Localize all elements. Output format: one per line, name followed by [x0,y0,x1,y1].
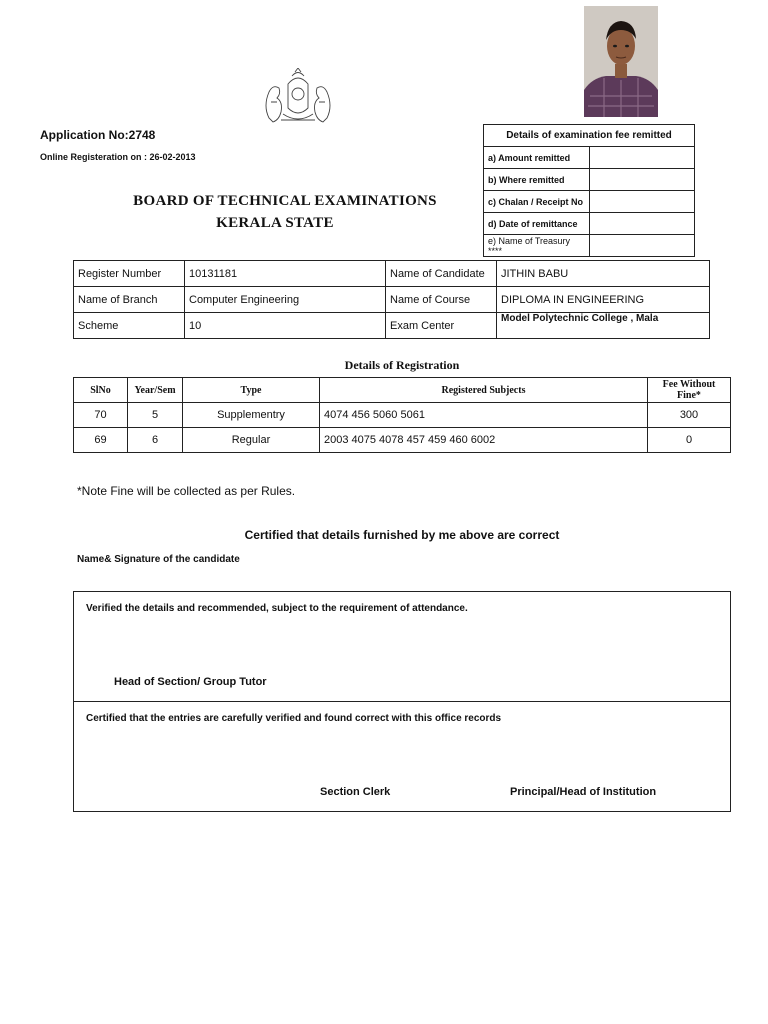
scheme-value: 10 [185,313,386,339]
emblem-icon [259,68,337,126]
fee-row-label: c) Chalan / Receipt No [484,191,590,213]
table-header-row [74,378,731,403]
row-fee: 300 [648,403,731,428]
branch-value: Computer Engineering [185,287,386,313]
row-subjects: 2003 4075 4078 457 459 460 6002 [320,428,648,453]
fee-row-label: e) Name of Treasury **** [484,235,590,257]
row-year-sem: 5 [128,403,183,428]
state-emblem [259,68,337,126]
row-slno: 69 [74,428,128,453]
fee-details-table [483,124,695,257]
principal-label: Principal/Head of Institution [510,786,657,798]
scheme-label: Scheme [74,313,185,339]
fee-row-value [590,235,695,257]
register-number-label: Register Number [74,261,185,287]
row-type: Regular [183,428,320,453]
recommendation-text: Verified the details and recommended, subject to the requirement of attendance. [86,603,468,614]
office-verification-text: Certified that the entries are carefully verified and found correct with this office records [86,713,502,724]
fee-row [484,147,695,169]
candidate-signature-label: Name& Signature of the candidate [77,554,240,565]
fee-row-value [590,213,695,235]
table-row [74,428,731,453]
exam-center-value: Model Polytechnic College , Mala [497,313,710,339]
row-type: Supplementry [183,403,320,428]
column-header-fee: Fee Without Fine* [648,378,731,403]
row-slno: 70 [74,403,128,428]
section-divider [74,701,730,702]
fee-details-title: Details of examination fee remitted [484,125,695,147]
column-header-type: Type [183,378,320,403]
certification-statement: Certified that details furnished by me above are correct [244,528,560,542]
registration-table [73,377,731,453]
candidate-photo [584,6,658,117]
online-registration-date: Online Registeration on : 26-02-2013 [40,152,196,162]
row-year-sem: 6 [128,428,183,453]
fee-row-value [590,191,695,213]
fee-row [484,235,695,257]
candidate-info-table [73,260,710,339]
portrait-icon [584,6,658,117]
candidate-name-value: JITHIN BABU [497,261,710,287]
course-value: DIPLOMA IN ENGINEERING [497,287,710,313]
table-row [74,403,731,428]
register-number-value: 10131181 [185,261,386,287]
fee-row-value [590,147,695,169]
course-label: Name of Course [386,287,497,313]
fee-row-label: d) Date of remittance [484,213,590,235]
registration-title: Details of Registration [344,358,460,372]
fee-row [484,191,695,213]
application-number: Application No:2748 [40,128,156,142]
head-of-section-label: Head of Section/ Group Tutor [114,676,267,688]
state-title: KERALA STATE [216,215,334,231]
column-header-subjects: Registered Subjects [320,378,648,403]
fee-row-label: a) Amount remitted [484,147,590,169]
fine-note: *Note Fine will be collected as per Rules. [77,484,296,498]
section-clerk-label: Section Clerk [320,786,391,798]
fee-row-label: b) Where remitted [484,169,590,191]
fee-row [484,169,695,191]
candidate-name-label: Name of Candidate [386,261,497,287]
fee-row-value [590,169,695,191]
row-subjects: 4074 456 5060 5061 [320,403,648,428]
column-header-year-sem: Year/Sem [128,378,183,403]
column-header-slno: SlNo [74,378,128,403]
row-fee: 0 [648,428,731,453]
board-title: BOARD OF TECHNICAL EXAMINATIONS [133,193,437,209]
fee-row [484,213,695,235]
branch-label: Name of Branch [74,287,185,313]
exam-center-label: Exam Center [386,313,497,339]
verification-box [73,591,731,812]
